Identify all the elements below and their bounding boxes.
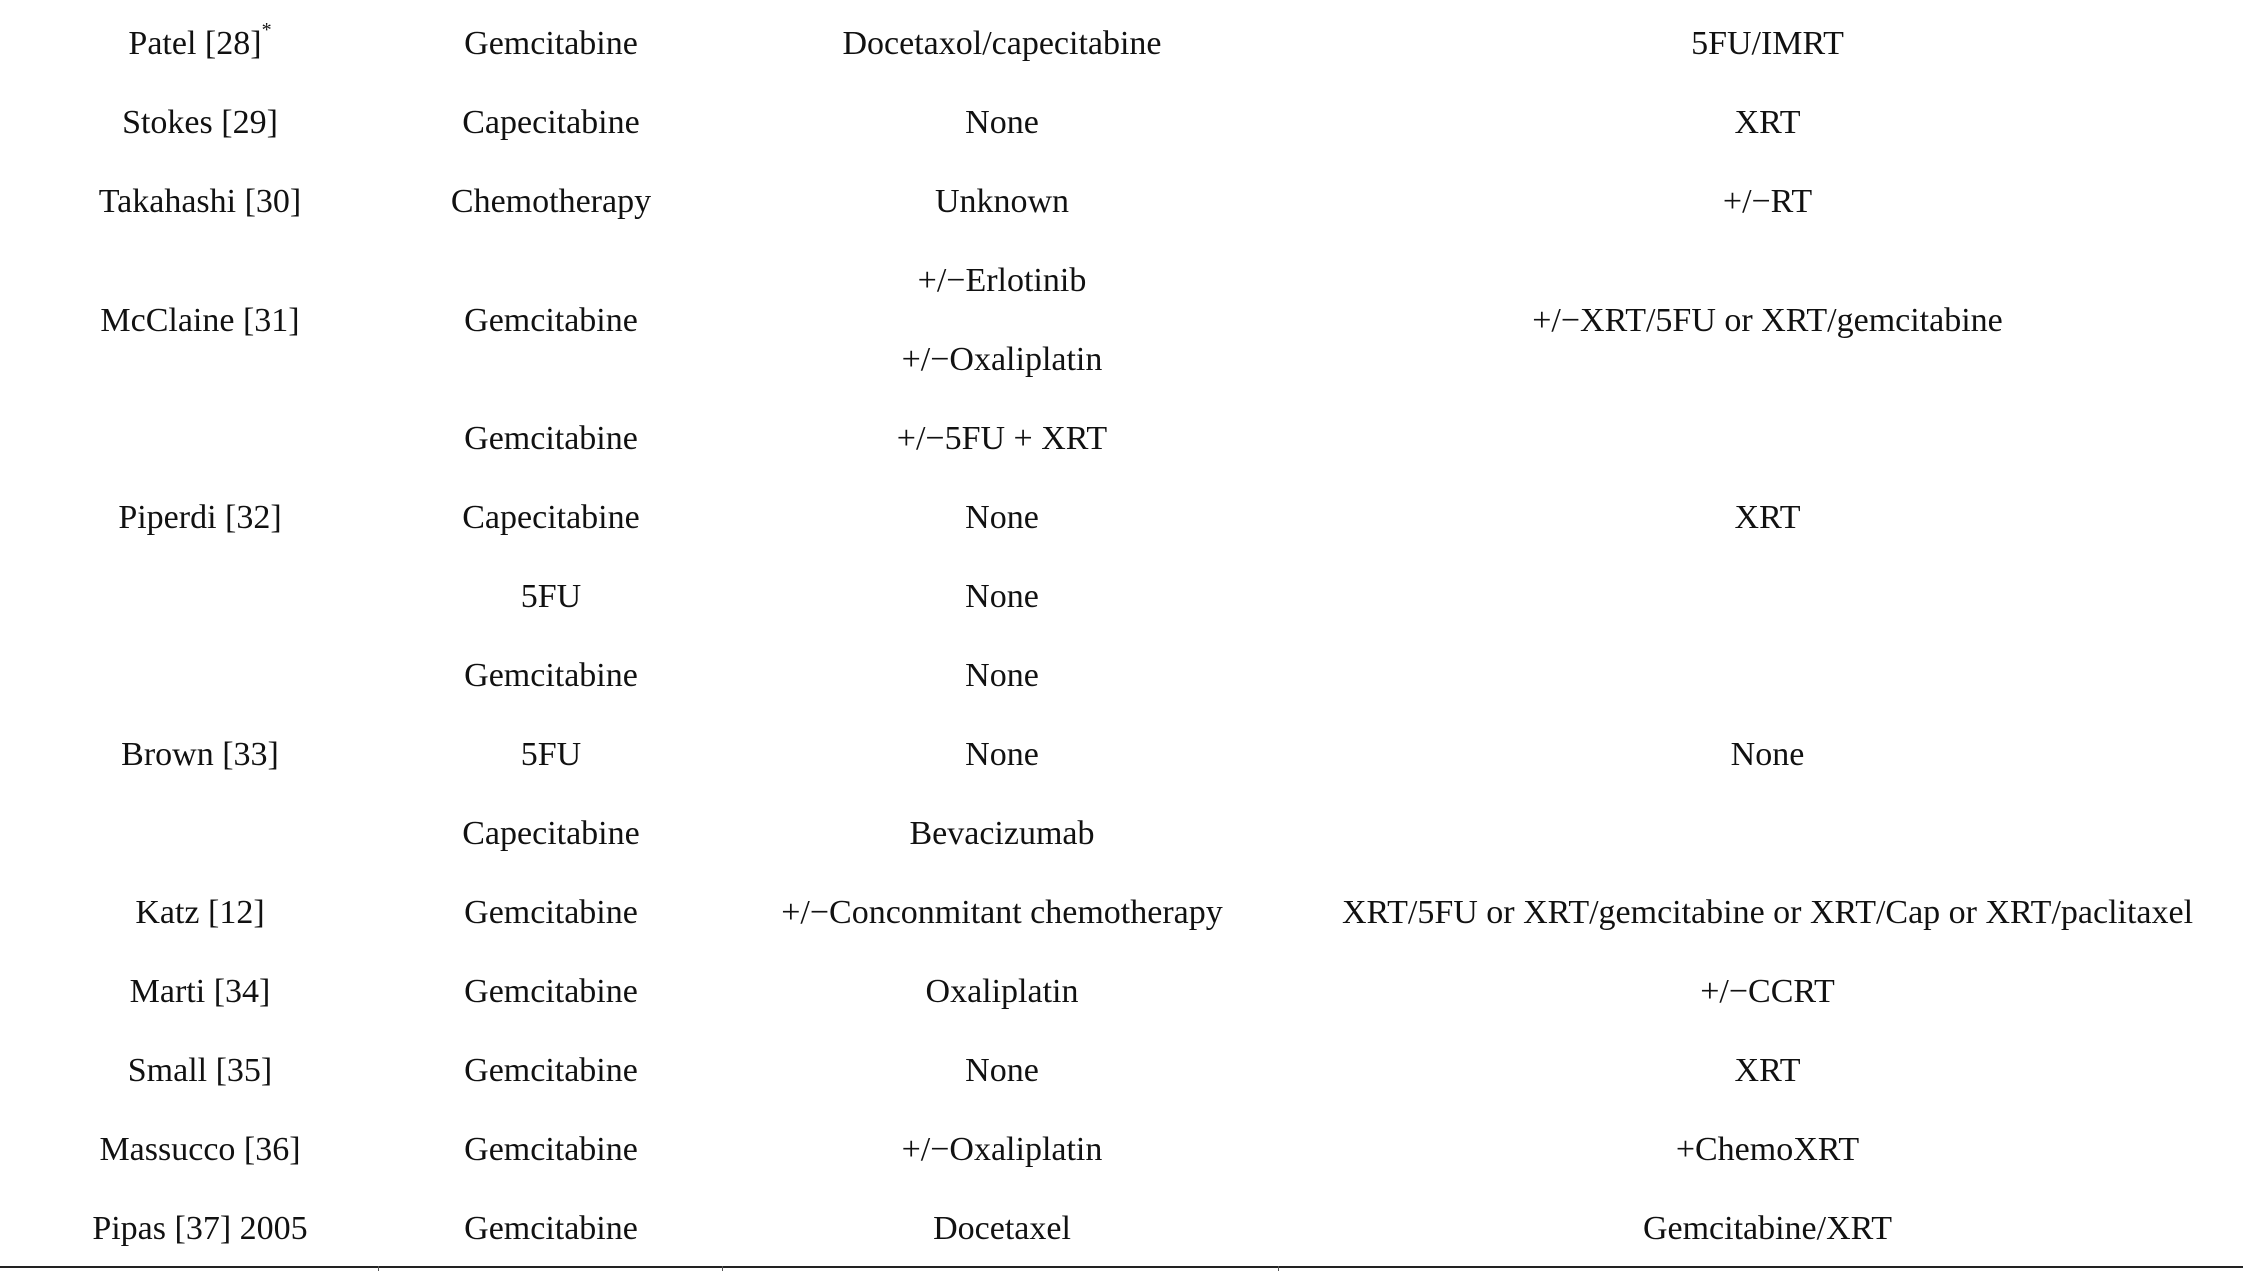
study-cell [0,1110,400,1189]
adjuvant-cell [390,320,712,399]
radiation-cell-text: XRT/5FU or XRT/gemcitabine or XRT/Cap or XRT/paclitaxel [1341,894,2194,931]
study-cell-text: Piperdi [32] [118,499,282,536]
adjuvant-cell [390,557,712,636]
additional-therapy-cell [712,4,1292,83]
additional-therapy-cell-text: None [965,657,1039,694]
radiation-cell [1292,952,2243,1031]
additional-therapy-cell [712,162,1292,241]
radiation-cell-text: +ChemoXRT [1675,1131,1860,1168]
radiation-cell-text: +/−CCRT [1700,973,1835,1010]
adjuvant-cell [390,636,712,715]
column-divider [378,1266,379,1271]
study-cell [0,1189,400,1268]
study-cell [0,557,400,636]
adjuvant-cell [390,83,712,162]
radiation-cell [1292,399,2243,478]
additional-therapy-cell [712,952,1292,1031]
radiation-cell-text: Gemcitabine/XRT [1642,1210,1893,1247]
radiation-cell [1292,636,2243,715]
additional-therapy-cell [712,715,1292,794]
adjuvant-cell [390,478,712,557]
radiation-cell [1292,478,2243,557]
footnote-marker: * [261,18,272,41]
radiation-cell-text: XRT [1734,1052,1801,1089]
additional-therapy-cell-text: Oxaliplatin [925,973,1079,1010]
column-divider [1278,1266,1279,1271]
additional-therapy-cell [712,873,1292,952]
additional-therapy-cell [712,794,1292,873]
additional-therapy-cell-text: Bevacizumab [909,815,1095,852]
additional-therapy-cell [712,478,1292,557]
radiation-cell [1292,1031,2243,1110]
additional-therapy-cell [712,83,1292,162]
adjuvant-cell-text: 5FU [520,736,582,773]
adjuvant-cell [390,162,712,241]
radiation-cell-text: +/−XRT/5FU or XRT/gemcitabine [1532,302,2003,339]
radiation-cell [1292,1110,2243,1189]
additional-therapy-cell-text: +/−Conconmitant chemotherapy [781,894,1223,931]
additional-therapy-cell [712,636,1292,715]
adjuvant-cell-text: Capecitabine [462,499,640,536]
study-cell [0,320,400,399]
study-cell-text: Massucco [36] [99,1131,301,1168]
additional-therapy-cell-text: +/−Oxaliplatin [901,341,1103,378]
adjuvant-cell-text: Gemcitabine [464,657,638,694]
study-cell-text: Brown [33] [121,736,279,773]
additional-therapy-cell [712,399,1292,478]
additional-therapy-cell-text: None [965,104,1039,141]
adjuvant-cell-text: Capecitabine [462,104,640,141]
study-cell [0,715,400,794]
radiation-cell-text: 5FU/IMRT [1691,25,1844,62]
table-bottom-rule [0,1266,2243,1268]
radiation-cell-text: XRT [1734,499,1801,536]
adjuvant-cell [390,399,712,478]
study-cell-text: McClaine [31] [100,302,300,339]
adjuvant-cell-text: Gemcitabine [464,1131,638,1168]
study-cell-text: Marti [34] [129,973,271,1010]
study-cell [0,1031,400,1110]
adjuvant-cell [390,715,712,794]
adjuvant-cell-text: Gemcitabine [464,302,638,339]
additional-therapy-cell-text: Docetaxol/capecitabine [842,25,1162,62]
radiation-cell [1292,4,2243,83]
additional-therapy-cell [712,320,1292,399]
additional-therapy-cell-text: Unknown [934,183,1070,220]
additional-therapy-cell-text: None [965,578,1039,615]
additional-therapy-cell-text: None [965,499,1039,536]
adjuvant-cell [390,1031,712,1110]
additional-therapy-cell-text: +/−Erlotinib [917,262,1087,299]
radiation-cell [1292,83,2243,162]
radiation-cell-text: +/−RT [1722,183,1813,220]
study-cell [0,4,400,83]
adjuvant-cell [390,1110,712,1189]
column-divider [722,1266,723,1271]
additional-therapy-cell-text: None [965,736,1039,773]
additional-therapy-cell-text: Docetaxel [933,1210,1071,1247]
adjuvant-cell [390,794,712,873]
additional-therapy-cell [712,1189,1292,1268]
radiation-cell [1292,873,2243,952]
adjuvant-cell-text: Gemcitabine [464,420,638,457]
radiation-cell [1292,557,2243,636]
additional-therapy-cell-text: +/−Oxaliplatin [901,1131,1103,1168]
adjuvant-cell-text: Gemcitabine [464,1052,638,1089]
adjuvant-cell-text: Gemcitabine [464,973,638,1010]
adjuvant-cell [390,1189,712,1268]
adjuvant-cell [390,873,712,952]
adjuvant-cell [390,4,712,83]
study-cell [0,794,400,873]
radiation-cell-text: None [1730,736,1805,773]
adjuvant-cell-text: 5FU [520,578,582,615]
study-cell [0,952,400,1031]
study-cell-text: Stokes [29] [122,104,278,141]
adjuvant-cell-text: Gemcitabine [464,894,638,931]
study-cell [0,162,400,241]
radiation-cell [1292,162,2243,241]
study-cell [0,478,400,557]
study-cell-text: Takahashi [30] [98,183,302,220]
adjuvant-cell-text: Chemotherapy [450,183,652,220]
study-cell [0,399,400,478]
radiation-cell-text: XRT [1734,104,1801,141]
study-cell-text: Patel [28] [128,25,262,62]
radiation-cell [1292,1189,2243,1268]
study-cell-text: Small [35] [127,1052,273,1089]
study-cell [0,636,400,715]
additional-therapy-cell [712,1110,1292,1189]
adjuvant-cell-text: Gemcitabine [464,25,638,62]
additional-therapy-cell-text: +/−5FU + XRT [896,420,1108,457]
study-cell-text: Katz [12] [135,894,265,931]
adjuvant-cell [390,952,712,1031]
adjuvant-cell-text: Capecitabine [462,815,640,852]
additional-therapy-cell [712,557,1292,636]
adjuvant-cell-text: Gemcitabine [464,1210,638,1247]
radiation-cell [1292,320,2243,399]
study-cell-text: Pipas [37] 2005 [92,1210,308,1247]
study-cell [0,83,400,162]
study-cell [0,873,400,952]
radiation-cell [1292,794,2243,873]
additional-therapy-cell-text: None [965,1052,1039,1089]
additional-therapy-cell [712,1031,1292,1110]
radiation-cell [1292,715,2243,794]
